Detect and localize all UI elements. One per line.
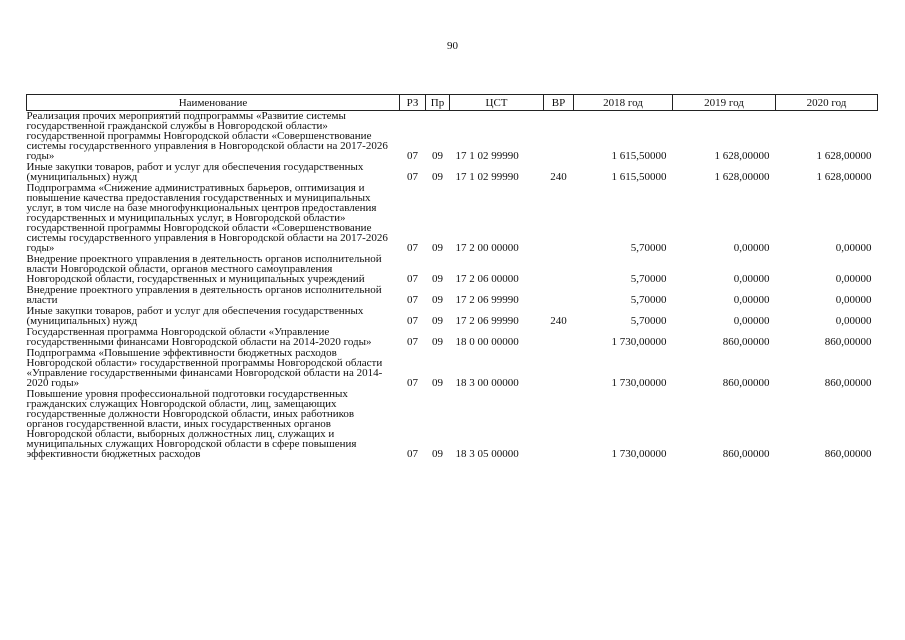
row-2019: 1 628,00000: [714, 171, 770, 183]
row-2018: 1 730,00000: [611, 448, 667, 460]
row-vr: [544, 111, 574, 163]
header-vr: ВР: [544, 95, 574, 111]
row-2019: 860,00000: [722, 448, 770, 460]
row-name: Государственная программа Новгородской области «Управление государственными финансами Новгородской области на 2014-2020 годы»: [26, 326, 372, 348]
header-2019: 2019 год: [673, 95, 776, 111]
row-name: Подпрограмма «Снижение административных барьеров, оптимизация и повышение качества предоставления государственных и муниципальных услуг, в том числе на базе многофункциональных центров предоставления государственных и муниципальных услуг, в Новгородской области» государственной программы Новгородской области «Совершенствование системы государственного управления в Новгородской области на 2017-2026 годы»: [26, 182, 388, 254]
row-pr: 09: [432, 448, 443, 460]
row-rz: 07: [407, 377, 418, 389]
header-2018: 2018 год: [574, 95, 673, 111]
row-cst: 17 2 00 00000: [455, 242, 519, 254]
row-2018: 1 615,50000: [611, 171, 667, 183]
row-2020: 0,00000: [835, 315, 872, 327]
table-row: [27, 254, 878, 285]
row-2020: 860,00000: [824, 377, 872, 389]
row-vr: [544, 285, 574, 306]
row-rz: 07: [407, 242, 418, 254]
row-2018: 5,70000: [630, 294, 667, 306]
row-cst: 18 3 05 00000: [455, 448, 519, 460]
row-vr: 240: [550, 171, 567, 183]
row-pr: 09: [432, 171, 443, 183]
header-rz: РЗ: [400, 95, 426, 111]
table-row: [27, 306, 878, 327]
row-2019: 0,00000: [733, 242, 770, 254]
row-vr: 240: [550, 315, 567, 327]
row-name: Подпрограмма «Повышение эффективности бюджетных расходов Новгородской области» государственной программы Новгородской области «Управление государственными финансами Новгородской области на 2014-2020 годы»: [26, 347, 383, 389]
row-name: Внедрение проектного управления в деятельность органов исполнительной власти Новгородской области, органов местного самоуправления Новгородской области, государственных и муниципальных учреждений: [26, 253, 382, 285]
table-header-row: [27, 95, 878, 111]
row-vr: [544, 254, 574, 285]
table-row: [27, 183, 878, 254]
row-pr: 09: [432, 336, 443, 348]
row-rz: 07: [407, 171, 418, 183]
row-pr: 09: [432, 294, 443, 306]
row-2019: 1 628,00000: [714, 150, 770, 162]
row-2020: 860,00000: [824, 448, 872, 460]
row-rz: 07: [407, 336, 418, 348]
row-name: Иные закупки товаров, работ и услуг для обеспечения государственных (муниципальных) нужд: [26, 305, 364, 327]
row-2019: 0,00000: [733, 294, 770, 306]
header-pr: Пр: [426, 95, 450, 111]
row-vr: [544, 327, 574, 348]
header-cst: ЦСТ: [450, 95, 544, 111]
table-row: [27, 348, 878, 389]
row-vr: [544, 183, 574, 254]
row-cst: 17 2 06 99990: [455, 294, 519, 306]
row-2020: 1 628,00000: [816, 150, 872, 162]
row-vr: [544, 348, 574, 389]
table-row: [27, 285, 878, 306]
row-2018: 5,70000: [630, 315, 667, 327]
row-rz: 07: [407, 150, 418, 162]
row-2020: 1 628,00000: [816, 171, 872, 183]
header-2020: 2020 год: [776, 95, 878, 111]
row-cst: 18 0 00 00000: [455, 336, 519, 348]
row-2020: 0,00000: [835, 294, 872, 306]
row-pr: 09: [432, 242, 443, 254]
row-vr: [544, 389, 574, 460]
row-2019: 860,00000: [722, 377, 770, 389]
row-pr: 09: [432, 273, 443, 285]
table-row: [27, 389, 878, 460]
header-name: Наименование: [27, 95, 400, 111]
row-name: Иные закупки товаров, работ и услуг для обеспечения государственных (муниципальных) нужд: [26, 161, 364, 183]
page-number: 90: [447, 40, 458, 52]
row-2018: 1 730,00000: [611, 336, 667, 348]
row-name: Внедрение проектного управления в деятельность органов исполнительной власти: [26, 284, 382, 306]
row-2019: 860,00000: [722, 336, 770, 348]
row-2018: 5,70000: [630, 242, 667, 254]
row-2020: 0,00000: [835, 273, 872, 285]
row-2019: 0,00000: [733, 315, 770, 327]
row-cst: 17 1 02 99990: [455, 150, 519, 162]
row-rz: 07: [407, 294, 418, 306]
table-row: [27, 111, 878, 163]
row-rz: 07: [407, 273, 418, 285]
row-pr: 09: [432, 150, 443, 162]
row-rz: 07: [407, 315, 418, 327]
table-row: [27, 327, 878, 348]
row-2020: 0,00000: [835, 242, 872, 254]
row-2018: 1 615,50000: [611, 150, 667, 162]
row-2018: 5,70000: [630, 273, 667, 285]
row-cst: 17 2 06 00000: [455, 273, 519, 285]
budget-table: [26, 94, 878, 460]
row-rz: 07: [407, 448, 418, 460]
row-2020: 860,00000: [824, 336, 872, 348]
row-2019: 0,00000: [733, 273, 770, 285]
row-name: Повышение уровня профессиональной подготовки государственных гражданских служащих Новгородской области, лиц, замещающих государственные должности Новгородской области, иных работников органов государственной власти, иных государственных органов Новгородской области, выборных должностных лиц, служащих и муниципальных служащих Новгородской области в сфере повышения эффективности бюджетных расходов: [26, 388, 357, 460]
row-cst: 17 1 02 99990: [455, 171, 519, 183]
table-row: [27, 162, 878, 183]
row-name: Реализация прочих мероприятий подпрограммы «Развитие системы государственной гражданской службы в Новгородской области» государственной программы Новгородской области «Совершенствование системы государственного управления в Новгородской области на 2017-2026 годы»: [26, 110, 388, 162]
row-2018: 1 730,00000: [611, 377, 667, 389]
row-cst: 17 2 06 99990: [455, 315, 519, 327]
row-pr: 09: [432, 315, 443, 327]
row-cst: 18 3 00 00000: [455, 377, 519, 389]
row-pr: 09: [432, 377, 443, 389]
